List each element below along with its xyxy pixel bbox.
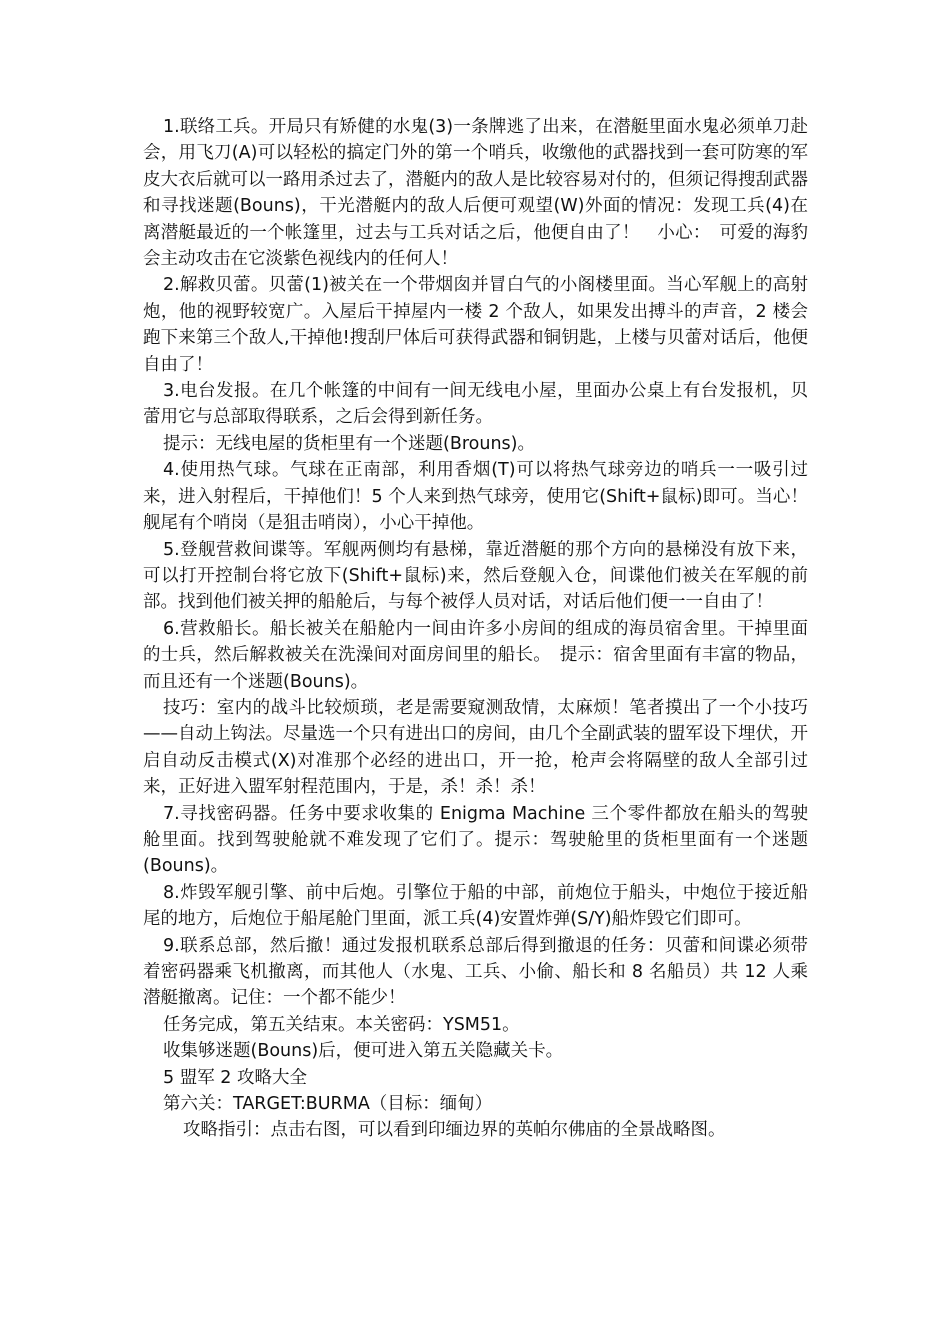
paragraph-technique: 技巧：室内的战斗比较烦琐，老是需要窥测敌情，太麻烦！笔者摸出了一个小技巧——自动上钩法。尽量选一个只有进出口的房间，由几个全副武装的盟军设下埋伏，开启自动反击模式(X)对准那个必经的进出口，开一抢，枪声会将隔壁的敌人全部引过来，正好进入盟军射程范围内，于是，杀！杀！杀！ — [143, 697, 808, 798]
paragraph-step-9: 9.联系总部，然后撤！通过发报机联系总部后得到撤退的任务：贝蕾和间谍必须带着密码器乘飞机撤离，而其他人（水鬼、工兵、小偷、船长和 8 名船员）共 12 人乘潜艇撤离。记住：一个都不能少！ — [143, 935, 808, 1009]
paragraph-step-5: 5.登舰营救间谍等。军舰两侧均有悬梯，靠近潜艇的那个方向的悬梯没有放下来，可以打开控制台将它放下(Shift+鼠标)来，然后登舰入仓，间谍他们被关在军舰的前部。找到他们被关押的船舱后，与每个被俘人员对话，对话后他们便一一自由了！ — [143, 539, 808, 613]
paragraph-step-8: 8.炸毁军舰引擎、前中后炮。引擎位于船的中部，前炮位于船头，中炮位于接近船尾的地方，后炮位于船尾舱门里面，派工兵(4)安置炸弹(S/Y)船炸毁它们即可。 — [143, 882, 808, 930]
paragraph-step-6: 6.营救船长。船长被关在船舱内一间由许多小房间的组成的海员宿舍里。干掉里面的士兵，然后解救被关在洗澡间对面房间里的船长。 提示：宿舍里面有丰富的物品，而且还有一个迷题(Bouns)。 — [143, 618, 808, 692]
paragraph-step-4: 4.使用热气球。气球在正南部，利用香烟(T)可以将热气球旁边的哨兵一一吸引过来，进入射程后，干掉他们！5 个人来到热气球旁，使用它(Shift+鼠标)即可。当心！舰尾有个哨岗（是狙击哨岗），小心干掉他。 — [143, 460, 808, 534]
document-body — [143, 114, 808, 1144]
section-heading: 5 盟军 2 攻略大全 — [163, 1067, 307, 1088]
level-six-title: 第六关：TARGET:BURMA（目标：缅甸） — [163, 1094, 493, 1115]
paragraph-step-2: 2.解救贝蕾。贝蕾(1)被关在一个带烟囱并冒白气的小阁楼里面。当心军舰上的高射炮，他的视野较宽广。入屋后干掉屋内一楼 2 个敌人，如果发出搏斗的声音，2 楼会跑下来第三个敌人,干掉他!搜刮尸体后可获得武器和铜钥匙，上楼与贝蕾对话后，他便自由了！ — [143, 275, 808, 375]
paragraph-hidden-level: 收集够迷题(Bouns)后，便可进入第五关隐藏关卡。 — [163, 1041, 564, 1062]
paragraph-step-1: 1.联络工兵。开局只有矫健的水鬼(3)一条牌逃了出来，在潜艇里面水鬼必须单刀赴会，用飞刀(A)可以轻松的搞定门外的第一个哨兵，收缴他的武器找到一套可防寒的军皮大衣后就可以一路用杀过去了，潜艇内的敌人是比较容易对付的，但须记得搜刮武器和寻找迷题(Bouns)，干光潜艇内的敌人后便可观望(W)外面的情况：发现工兵(4)在离潜艇最近的一个帐篷里，过去与工兵对话之后，他便自由了！ 小心： 可爱的海豹会主动攻击在它淡紫色视线内的任何人！ — [143, 117, 808, 270]
paragraph-guide: 攻略指引：点击右图，可以看到印缅边界的英帕尔佛庙的全景战略图。 — [183, 1120, 726, 1141]
paragraph-step-3: 3.电台发报。在几个帐篷的中间有一间无线电小屋，里面办公桌上有台发报机，贝蕾用它与总部取得联系，之后会得到新任务。 — [143, 381, 808, 428]
paragraph-step-7: 7.寻找密码器。任务中要求收集的 Enigma Machine 三个零件都放在船头的驾驶舱里面。找到驾驶舱就不难发现了它们了。提示：驾驶舱里的货柜里面有一个迷题(Bouns)。 — [143, 803, 808, 877]
paragraph-tip-radio: 提示：无线电屋的货柜里有一个迷题(Brouns)。 — [163, 433, 535, 454]
paragraph-mission-complete: 任务完成，第五关结束。本关密码：YSM51。 — [163, 1014, 520, 1035]
